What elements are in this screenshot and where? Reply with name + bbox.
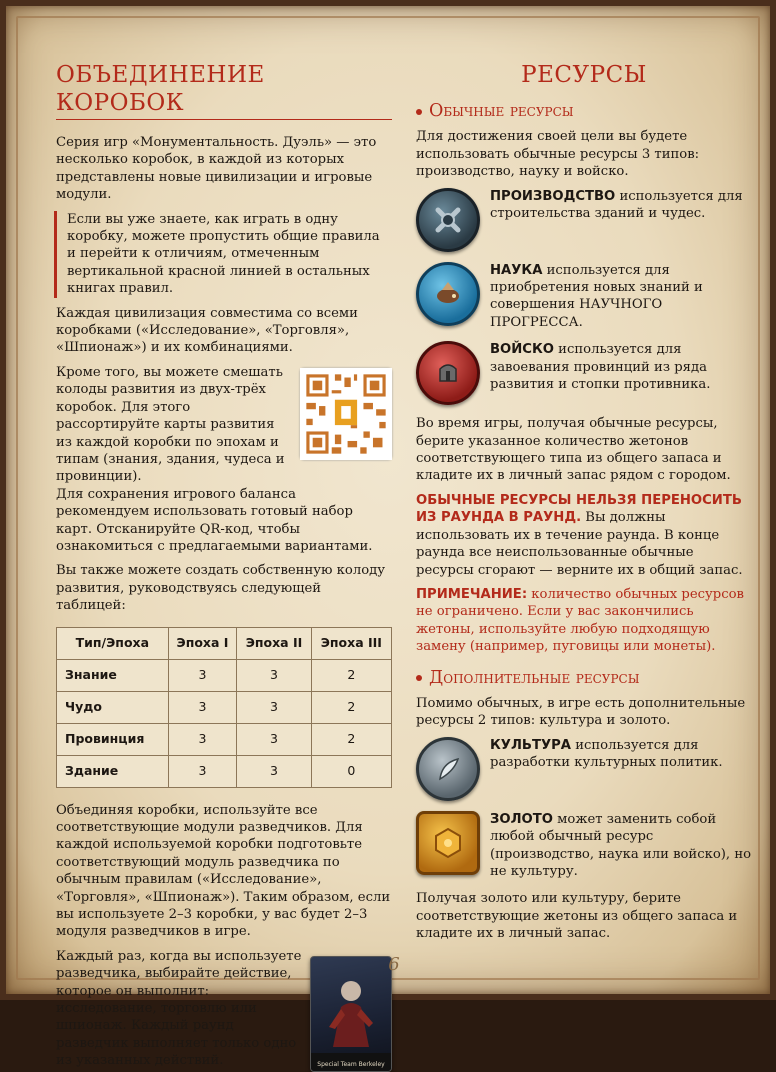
science-token-icon: [416, 262, 480, 326]
table-cell: 2: [311, 691, 391, 723]
right-column: [416, 61, 752, 950]
resource-army: [416, 341, 752, 405]
bullet-icon: [416, 109, 422, 115]
table-cell: 3: [168, 659, 237, 691]
gain-gold-culture-paragraph: Получая золото или культуру, берите соответствующие жетоны из общего запаса и кладите их в личный запас.: [416, 891, 738, 942]
resource-name: НАУКА: [490, 262, 543, 278]
deck-composition-table: [56, 627, 392, 788]
redline-paragraph: Если вы уже знаете, как играть в одну коробку, можете пропустить общие правила и перейти к отличиям, отмеченным вертикальной красной линией в остальных книгах правил.: [54, 211, 392, 298]
note-rest: количество обычных ресурсов не ограничено. Если у вас закончились жетоны, используйте любую подходящую замену (например, пуговицы или монеты).: [416, 586, 744, 655]
culture-description: [490, 737, 752, 772]
table-row: [57, 659, 392, 691]
table-cell: Чудо: [57, 691, 169, 723]
table-cell: 2: [311, 659, 391, 691]
production-description: [490, 188, 752, 223]
resource-text: используется для строительства зданий и чудес.: [490, 188, 743, 222]
science-description: [490, 262, 752, 332]
section-title-combining: ОБЪЕДИНЕНИЕ КОРОБОК: [56, 61, 392, 120]
common-resources-intro: Для достижения своей цели вы будете использовать обычные ресурсы 3 типов: производство, науку и войско.: [416, 129, 700, 180]
subheading-text: Обычные ресурсы: [429, 101, 574, 121]
bullet-icon: [416, 675, 422, 681]
qr-code-icon[interactable]: [300, 368, 392, 460]
scout-action-row: [56, 948, 392, 1072]
table-cell: 3: [237, 755, 311, 787]
scouts-paragraph: Объединяя коробки, используйте все соответствующие модули разведчиков. Для каждой используемой коробки подготовьте соответствующий модуль разведчика по обычным правилам («Исследование», «Торговля», «Шпионаж»). Таким образом, если вы используете 2–3 коробки, у вас будет 2–3 модуля разведчиков в игре.: [56, 802, 391, 940]
left-column: [56, 61, 392, 1072]
table-cell: 2: [311, 723, 391, 755]
resource-text: используется для разработки культурных политик.: [490, 737, 723, 771]
gain-resources-paragraph: Во время игры, получая обычные ресурсы, берите указанное количество жетонов соответствующего типа из общего запаса и кладите их в личный запас рядом с городом.: [416, 416, 731, 484]
table-cell: 3: [168, 691, 237, 723]
note-bold: ПРИМЕЧАНИЕ:: [416, 586, 528, 602]
subheading-text: Дополнительные ресурсы: [429, 667, 640, 688]
warning-rest: Вы должны использовать их в течение раунда. В конце раунда все неиспользованные обычные ресурсы сгорают — верните их в общий запас.: [416, 510, 743, 578]
resource-science: [416, 262, 752, 332]
note-paragraph: [416, 586, 752, 656]
page-number: 6: [388, 954, 400, 975]
table-header: Эпоха II: [237, 627, 311, 659]
resource-culture: [416, 737, 752, 801]
table-header-row: [57, 627, 392, 659]
additional-resources-intro: Помимо обычных, в игре есть дополнительные ресурсы 2 типов: культура и золото.: [416, 695, 746, 729]
gold-description: [490, 811, 752, 881]
table-cell: Знание: [57, 659, 169, 691]
table-cell: Провинция: [57, 723, 169, 755]
warning-bold: ОБЫЧНЫЕ РЕСУРСЫ НЕЛЬЗЯ ПЕРЕНОСИТЬ ИЗ РАУНДА В РАУНД.: [416, 492, 742, 526]
compat-paragraph: Каждая цивилизация совместима со всеми коробками («Исследование», «Торговля», «Шпионаж») и их комбинациями.: [56, 305, 358, 356]
table-cell: 0: [311, 755, 391, 787]
table-row: [57, 723, 392, 755]
resource-name: ПРОИЗВОДСТВО: [490, 188, 616, 204]
custom-deck-paragraph: Вы также можете создать собственную колоду развития, руководствуясь следующей таблицей:: [56, 563, 386, 614]
resource-text: используется для приобретения новых знаний и совершения НАУЧНОГО ПРОГРЕССА.: [490, 262, 703, 330]
intro-paragraph: Серия игр «Монументальность. Дуэль» — это несколько коробок, в каждой из которых представлены новые цивилизации и игровые модули.: [56, 135, 377, 203]
qr-row: [56, 364, 392, 486]
table-header: Эпоха III: [311, 627, 391, 659]
subheading-common-resources: [416, 103, 752, 120]
resource-text: используется для завоевания провинций из ряда развития и стопки противника.: [490, 342, 711, 393]
table-cell: 3: [168, 755, 237, 787]
army-description: [490, 341, 752, 393]
subheading-additional-resources: [416, 667, 752, 688]
table-header: Тип/Эпоха: [57, 627, 169, 659]
resource-name: КУЛЬТУРА: [490, 737, 571, 753]
mix-decks-paragraph: Кроме того, вы можете смешать колоды развития из двух-трёх коробок. Для этого рассортируйте карты развития из каждой коробки по эпохам и типам (знания, здания, чудеса и провинции).: [56, 364, 285, 485]
table-row: [57, 755, 392, 787]
card-caption: Special Team Berkeley: [317, 1060, 385, 1068]
table-header: Эпоха I: [168, 627, 237, 659]
table-cell: Здание: [57, 755, 169, 787]
table-cell: 3: [237, 659, 311, 691]
table-cell: 3: [237, 691, 311, 723]
resource-gold: [416, 811, 752, 881]
production-token-icon: [416, 188, 480, 252]
army-token-icon: [416, 341, 480, 405]
no-carryover-warning: [416, 492, 752, 579]
resource-text: может заменить собой любой обычный ресурс (производство, наука или войско), но не культуру.: [490, 811, 752, 879]
gold-token-icon: [416, 811, 480, 875]
section-title-resources: РЕСУРСЫ: [521, 62, 647, 88]
culture-token-icon: [416, 737, 480, 801]
resource-name: ВОЙСКО: [490, 342, 554, 358]
table-row: [57, 691, 392, 723]
table-cell: 3: [168, 723, 237, 755]
resource-name: ЗОЛОТО: [490, 811, 553, 827]
table-cell: 3: [237, 723, 311, 755]
resource-production: [416, 188, 752, 252]
scout-action-paragraph: Каждый раз, когда вы используете разведчика, выбирайте действие, которое он выполнит: исследование, торговлю или шпионаж. Каждый раунд разведчик выполняет только одно из указанных действий.: [56, 948, 302, 1069]
balance-paragraph: Для сохранения игрового баланса рекомендуем использовать готовый набор карт. Отсканируйте QR-код, чтобы ознакомиться с предлагаемыми вариантами.: [56, 486, 373, 554]
